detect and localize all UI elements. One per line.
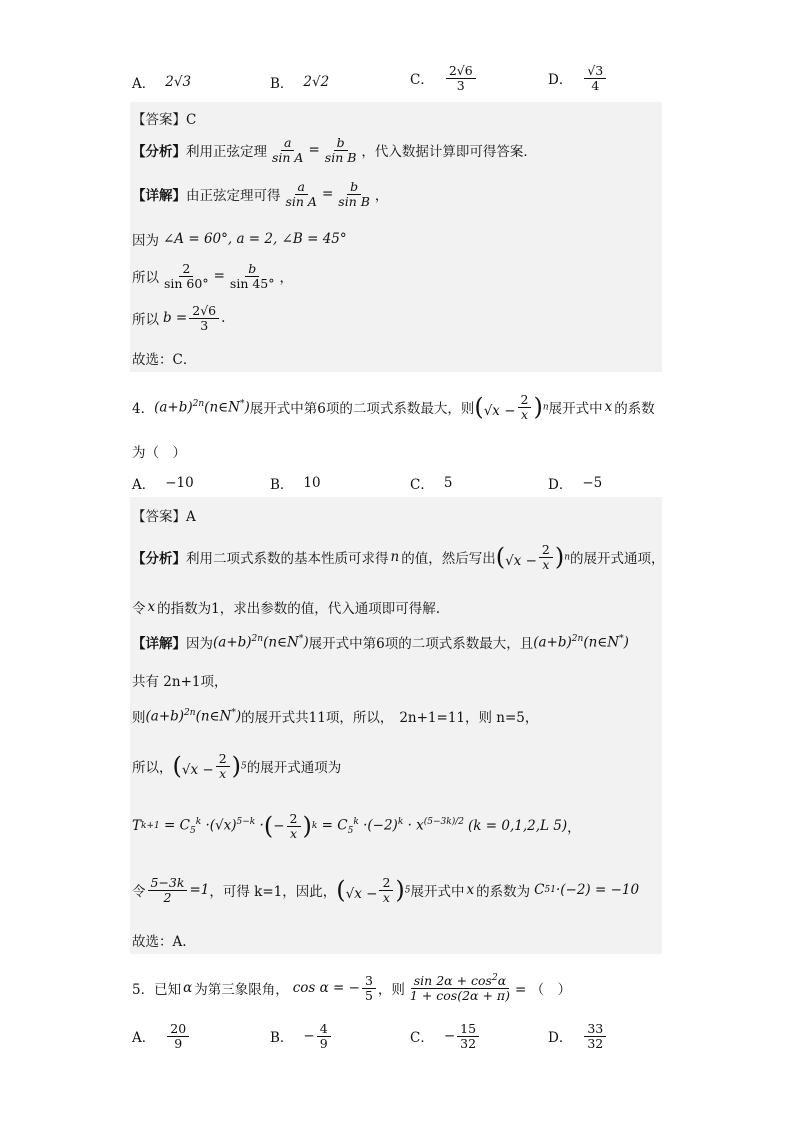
q4-detail-line3: 则 $(a+b)^{2n}(n\in N^*)$ 的展开式共11项，所以， 2n+1=11，则 n=5， [132, 707, 539, 726]
option-value: 2√2 [303, 74, 330, 90]
option-denominator: 4 [591, 77, 600, 93]
q4-general-term: T k+1 = $C_5^k \cdot(√x)^{5-k}$ · ( − $\frac{2}{x}$ ) k = $C_5^k \cdot(-2)^k \cdot x^{(5-3k)/2}$ (k = 0,1,2,L 5) ， [132, 811, 581, 841]
q3-detail: 【详解】 由正弦定理可得 $\frac{a}{\text{sin A}}$ = $\frac{b}{\text{sin B}}$ ， [132, 179, 389, 209]
q4-final: 令 $\frac{5-3k}{2}$ =1 ，可得 k=1，因此， (√x − $\frac{2}{x}$ )$^5$ 展开式中 x 的系数为 C 5 1 ·(−2) = −10 [132, 875, 640, 905]
q3-analysis: 【分析】 利用正弦定理 $\frac{a}{\text{sin A}}$ = $\frac{b}{\text{sin B}}$ ，代入数据计算即可得答案． [132, 135, 537, 165]
q5-option-a: A． $\frac{20}{9}$ [132, 1022, 191, 1051]
q4-answer: 【答案】A [132, 509, 196, 525]
q4-analysis: 【分析】 利用二项式系数的基本性质可求得 n 的值，然后写出 (√x − $\frac{2}{x}$ )$^n$ 的展开式通项， [132, 542, 665, 572]
option-value: 2√3 [165, 74, 192, 90]
q4-option-c: C． 5 [410, 475, 453, 493]
q4-stem-line2: 为（ ） [132, 445, 186, 461]
q5-option-b: B． − $\frac{4}{9}$ [270, 1022, 333, 1051]
q4-stem: 4． $(a+b)^{2n}(n\in N^*)$ 展开式中第6项的二项式系数最大，则 (√x − $\frac{2}{x}$ )$^n$ 展开式中 x 的系数 [132, 392, 655, 422]
option-label: A． [132, 76, 156, 92]
q3-option-c [410, 64, 478, 93]
q4-choose: 故选：A. [132, 934, 187, 950]
option-numerator: √3 [584, 64, 606, 79]
q4-option-a: A． −10 [132, 475, 194, 493]
q3-option-b [270, 72, 329, 92]
q4-detail: 【详解】 因为 $(a+b)^{2n}(n\in N^*)$ 展开式中第6项的二项式系数最大，且 $(a+b)^{2n}(n\in N^*)$ [132, 633, 629, 652]
q4-option-d: D． −5 [548, 475, 603, 493]
q5-option-d: D． $\frac{33}{32}$ [548, 1022, 608, 1051]
q4-option-b: B． 10 [270, 475, 321, 493]
option-denominator: 3 [456, 77, 465, 93]
q4-analysis-line2: 令 x 的指数为1，求出参数的值，代入通项即可得解. [132, 599, 441, 617]
q5-stem: 5．已知 α 为第三象限角， cos α = − $\frac{3}{5}$ ，则 $\frac{\sin 2\alpha + \cos^2\alpha}{1 + \cos(2\alpha + \pi)}$ = （ ） [132, 973, 572, 1003]
q4-detail-line2: 共有 2n+1项， [132, 674, 228, 690]
option-label: C． [410, 72, 434, 89]
q3-option-d [548, 64, 608, 93]
q5-option-c: C． − $\frac{15}{32}$ [410, 1022, 481, 1051]
q3-answer: 【答案】C [132, 112, 197, 128]
q3-choose: 故选：C． [132, 352, 197, 368]
option-numerator: 2√6 [446, 64, 476, 79]
q3-so-2: 所以 b = $\frac{2√6}{3}$ . [132, 303, 226, 333]
option-label: D． [548, 72, 573, 89]
q3-so-1: 所以 $\frac{2}{\sin 60^\circ}$ = $\frac{b}{\sin 45^\circ}$ ， [132, 261, 293, 291]
q3-because: 因为 ∠A = 60°, a = 2, ∠B = 45° [132, 231, 347, 249]
q3-option-a [132, 72, 191, 92]
q4-detail-line4: 所以， (√x − $\frac{2}{x}$ )$^5$ 的展开式通项为 [132, 751, 342, 781]
option-label: B． [270, 76, 294, 92]
